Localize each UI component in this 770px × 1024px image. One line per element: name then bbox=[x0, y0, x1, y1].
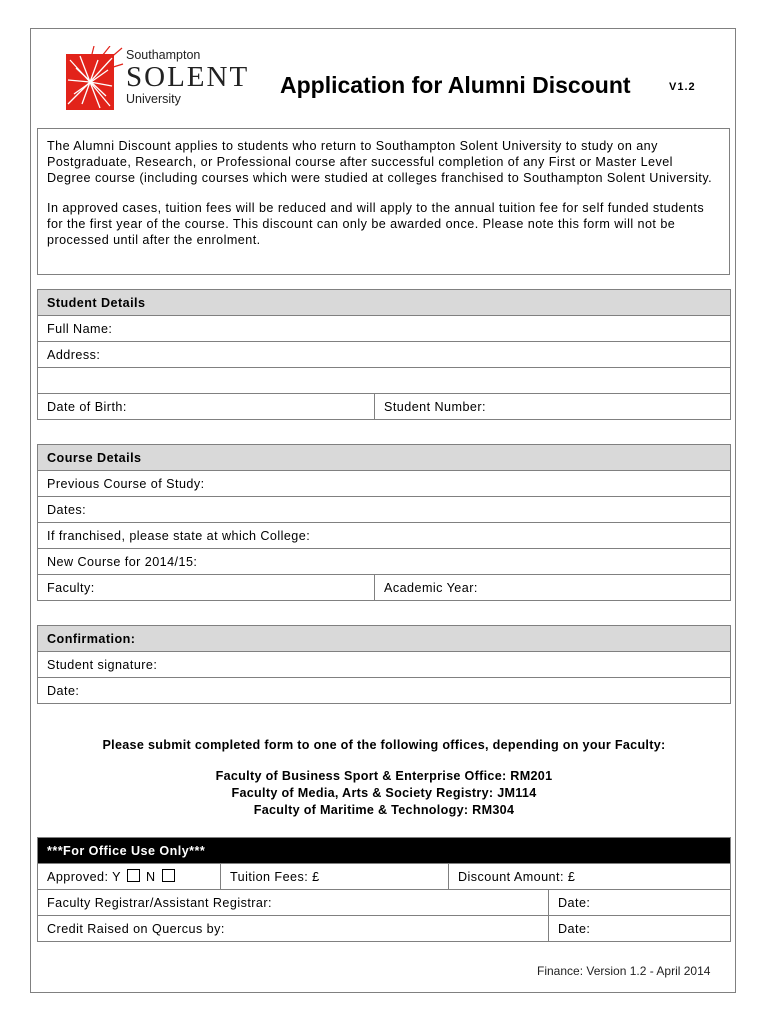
student-number-field[interactable]: Student Number: bbox=[375, 394, 731, 420]
student-details-table bbox=[37, 289, 731, 420]
faculty-field[interactable]: Faculty: bbox=[38, 575, 375, 601]
version-label: V1.2 bbox=[669, 81, 696, 93]
office-list bbox=[37, 768, 731, 819]
academic-year-field[interactable]: Academic Year: bbox=[375, 575, 731, 601]
office-item: Faculty of Maritime & Technology: RM304 bbox=[253, 803, 515, 817]
office-use-heading: ***For Office Use Only*** bbox=[38, 838, 731, 864]
date-of-birth-field[interactable]: Date of Birth: bbox=[38, 394, 375, 420]
registrar-field[interactable]: Faculty Registrar/Assistant Registrar: bbox=[38, 890, 549, 916]
full-name-field[interactable]: Full Name: bbox=[38, 316, 731, 342]
student-signature-field[interactable]: Student signature: bbox=[38, 652, 731, 678]
logo-line-university: University bbox=[126, 92, 181, 106]
credit-raised-field[interactable]: Credit Raised on Quercus by: bbox=[38, 916, 549, 942]
tuition-fees-field[interactable]: Tuition Fees: £ bbox=[221, 864, 449, 890]
course-details-heading: Course Details bbox=[38, 445, 731, 471]
approved-yes-checkbox[interactable] bbox=[127, 869, 140, 882]
logo-wordmark bbox=[126, 48, 249, 106]
office-item: Faculty of Media, Arts & Society Registry: JM114 bbox=[231, 786, 537, 800]
student-details-heading: Student Details bbox=[38, 290, 731, 316]
solent-star-logo-icon bbox=[62, 46, 124, 112]
footer-version: Finance: Version 1.2 - April 2014 bbox=[537, 964, 711, 978]
approved-cell bbox=[38, 864, 221, 890]
address-field[interactable]: Address: bbox=[38, 342, 731, 368]
office-use-table bbox=[37, 837, 731, 942]
logo-line-solent: SOLENT bbox=[126, 61, 250, 93]
franchised-college-field[interactable]: If franchised, please state at which College: bbox=[38, 523, 731, 549]
confirmation-heading: Confirmation: bbox=[38, 626, 731, 652]
approved-no-checkbox[interactable] bbox=[162, 869, 175, 882]
confirmation-date-field[interactable]: Date: bbox=[38, 678, 731, 704]
registrar-date-field[interactable]: Date: bbox=[549, 890, 731, 916]
dates-field[interactable]: Dates: bbox=[38, 497, 731, 523]
credit-date-field[interactable]: Date: bbox=[549, 916, 731, 942]
university-logo bbox=[62, 46, 250, 112]
address-line-2-field[interactable] bbox=[38, 368, 731, 394]
previous-course-field[interactable]: Previous Course of Study: bbox=[38, 471, 731, 497]
new-course-field[interactable]: New Course for 2014/15: bbox=[38, 549, 731, 575]
intro-paragraph-1: The Alumni Discount applies to students who return to Southampton Solent University to study on any Postgraduate, Research, or Professional course after successful completion of any First or Master Level Degree course (including courses which were studied at colleges franchised to Southampton Solent University. bbox=[47, 139, 713, 185]
intro-box bbox=[37, 128, 730, 275]
logo-line-southampton: Southampton bbox=[126, 48, 201, 62]
submit-instruction: Please submit completed form to one of the following offices, depending on your Faculty: bbox=[102, 738, 666, 752]
confirmation-table bbox=[37, 625, 731, 704]
page-title: Application for Alumni Discount bbox=[280, 72, 631, 98]
intro-paragraph-2: In approved cases, tuition fees will be reduced and will apply to the annual tuition fee for self funded students for the first year of the course. This discount can only be awarded once. Please note this form will not be processed until after the enrolment. bbox=[47, 201, 705, 247]
approved-label: Approved: Y bbox=[47, 870, 122, 884]
discount-amount-field[interactable]: Discount Amount: £ bbox=[449, 864, 731, 890]
office-item: Faculty of Business Sport & Enterprise Office: RM201 bbox=[215, 769, 553, 783]
approved-no-label: N bbox=[146, 870, 156, 884]
course-details-table bbox=[37, 444, 731, 601]
